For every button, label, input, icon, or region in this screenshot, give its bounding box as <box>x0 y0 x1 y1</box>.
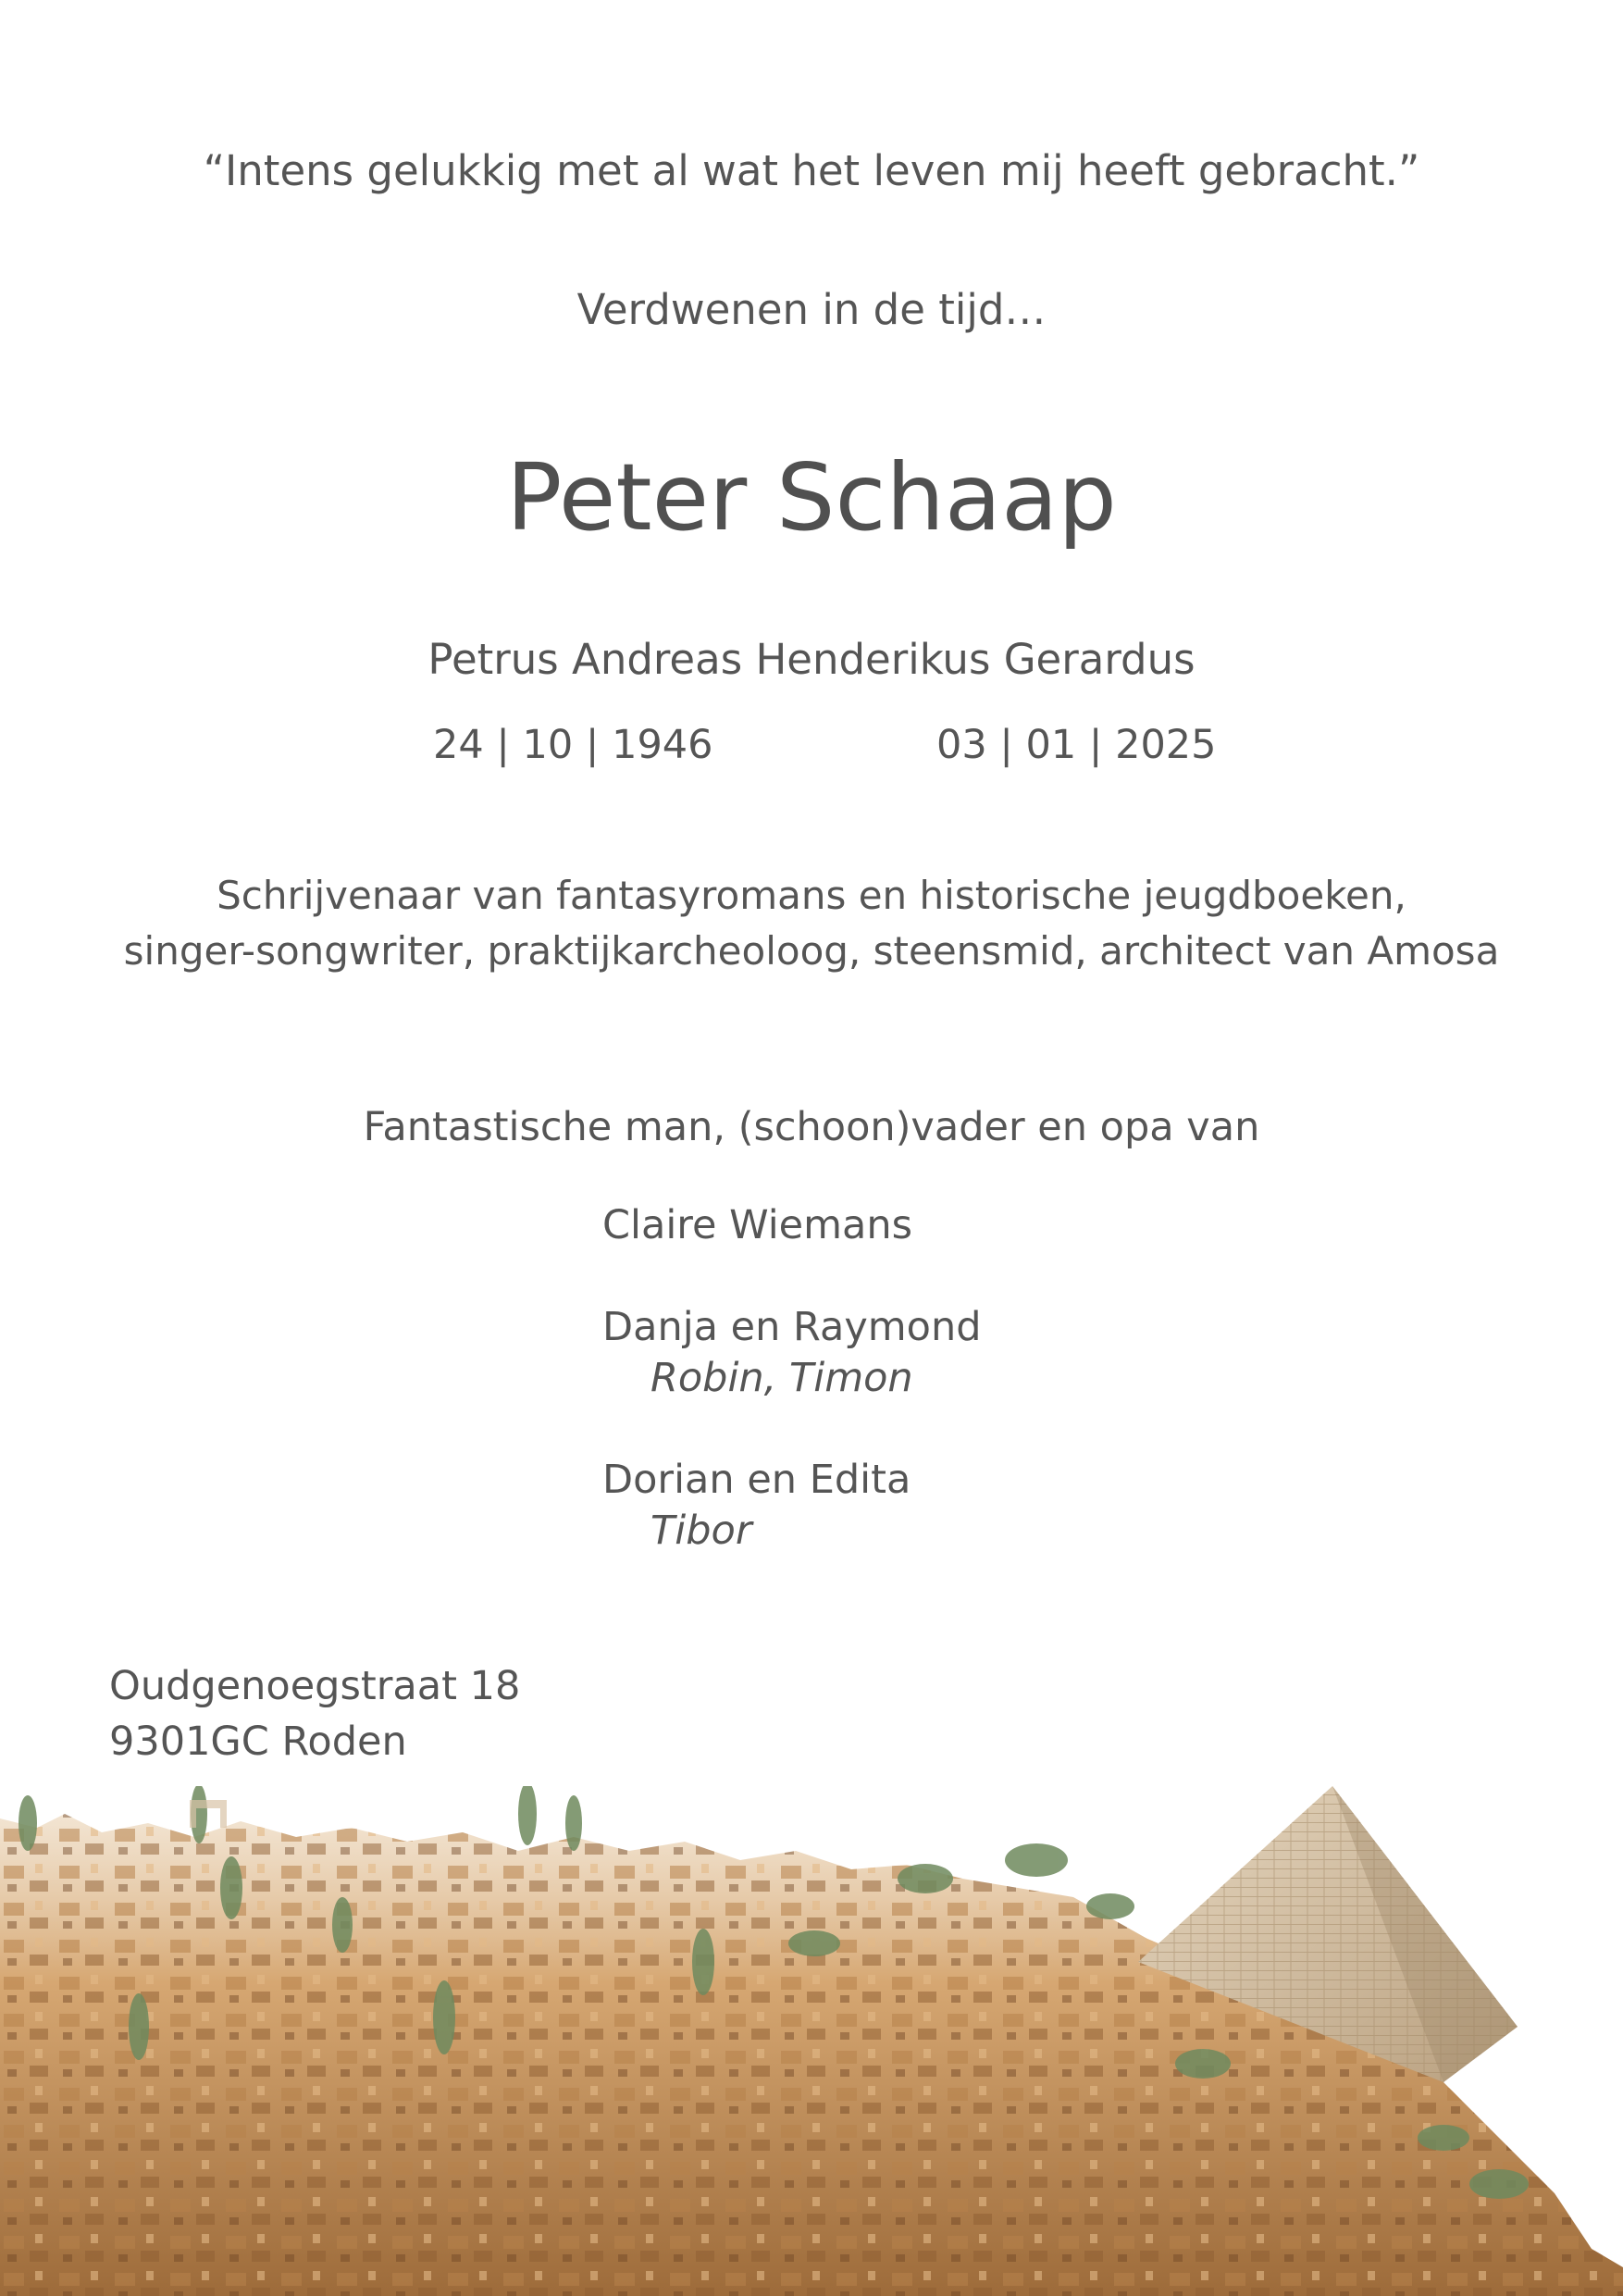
family-group <box>602 1455 982 1557</box>
address <box>109 1658 520 1769</box>
family-names: Claire Wiemans <box>602 1202 912 1248</box>
family-names: Danja en Raymond <box>602 1304 982 1350</box>
ancient-city-illustration <box>0 1786 1623 2296</box>
address-street: Oudgenoegstraat 18 <box>109 1663 521 1709</box>
family-intro: Fantastische man, (schoon)vader en opa van <box>363 1104 1260 1150</box>
family-group <box>602 1200 982 1251</box>
biography-line: singer-songwriter, praktijkarcheoloog, steensmid, architect van Amosa <box>123 928 1500 974</box>
family-list <box>602 1200 982 1607</box>
biography-line: Schrijvenaar van fantasyromans en historische jeugdboeken, <box>217 873 1406 918</box>
grandchildren-names: Robin, Timon <box>650 1355 913 1401</box>
arch-ruin <box>190 1800 227 1828</box>
grandchildren-names: Tibor <box>650 1508 752 1554</box>
deceased-name: Peter Schaap <box>506 443 1117 552</box>
biography <box>0 868 1623 979</box>
death-date: 03 | 01 | 2025 <box>936 722 1217 768</box>
address-city: 9301GC Roden <box>109 1719 407 1765</box>
family-group <box>602 1302 982 1404</box>
family-names: Dorian en Edita <box>602 1457 911 1503</box>
tagline: Verdwenen in de tijd… <box>576 285 1047 334</box>
birth-date: 24 | 10 | 1946 <box>433 722 713 768</box>
full-name: Petrus Andreas Henderikus Gerardus <box>427 635 1196 684</box>
quote: “Intens gelukkig met al wat het leven mij heeft gebracht.” <box>203 146 1420 195</box>
